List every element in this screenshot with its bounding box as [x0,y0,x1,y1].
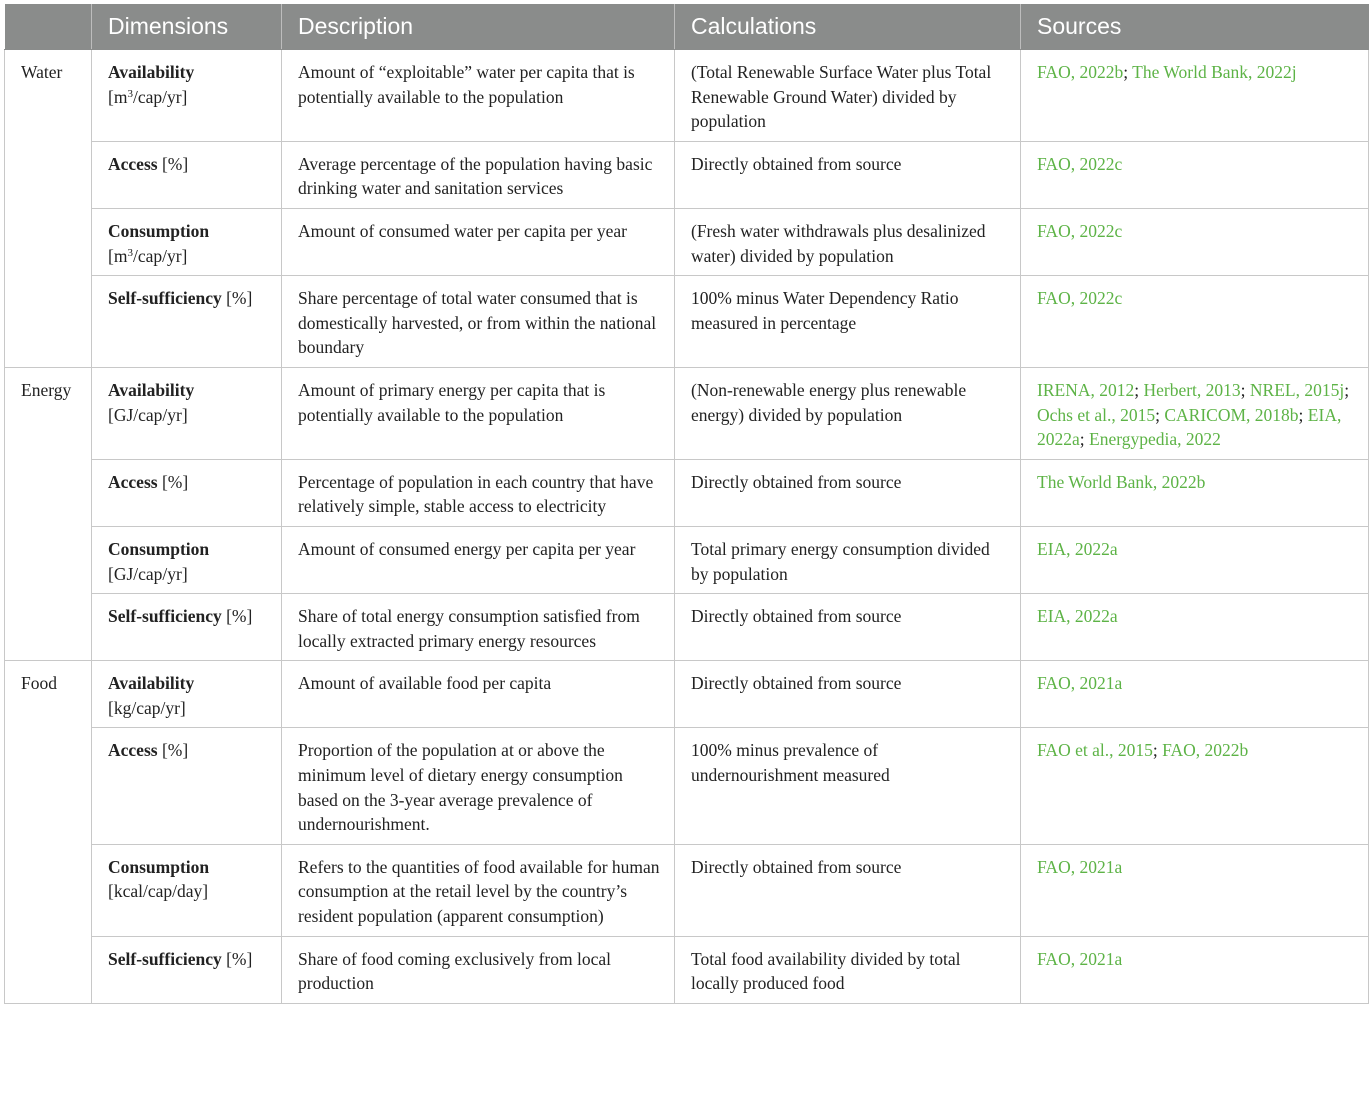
dimension-name: Self-sufficiency [108,288,222,309]
dimension-cell [92,367,282,459]
source-link[interactable]: The World Bank, 2022j [1132,62,1297,82]
dimension-unit: [%] [161,471,189,492]
dimension-name: Access [108,740,158,761]
sources-cell [1021,526,1369,593]
dimension-name: Self-sufficiency [108,606,222,627]
source-separator: ; [1298,404,1308,425]
description-text: Share percentage of total water consumed that is domestically harvested, or from within the national boundary [298,288,657,358]
dimension-cell [92,459,282,526]
dimension-name: Availability [108,379,195,400]
source-link[interactable]: IRENA, 2012 [1037,379,1135,400]
category-label: Water [21,62,63,82]
calculation-cell [675,936,1021,1003]
table-row [5,844,1369,936]
table-row [5,50,1369,142]
calculation-text: Directly obtained from source [691,153,902,174]
description-cell [282,594,675,661]
source-separator: ; [1134,379,1144,400]
source-link[interactable]: FAO, 2022c [1037,220,1123,241]
dimension-cell [92,661,282,728]
unit-prefix: [m [108,245,128,266]
calculation-text: Directly obtained from source [691,856,902,877]
source-link[interactable]: EIA, 2022a [1037,606,1118,627]
calculation-text: (Non-renewable energy plus renewable energy) divided by population [691,379,967,425]
table-row [5,276,1369,368]
source-link[interactable]: FAO, 2021a [1037,948,1123,969]
source-link[interactable]: EIA, 2022a [1037,538,1118,559]
category-cell [5,661,92,1004]
description-cell [282,844,675,936]
calculation-text: Total primary energy consumption divided by population [691,538,990,584]
source-link[interactable]: FAO, 2022b [1162,740,1249,761]
description-cell [282,208,675,275]
table-row [5,661,1369,728]
header-row [5,4,1369,50]
table-header [5,4,1369,50]
dimension-unit [108,246,187,266]
calculation-cell [675,844,1021,936]
sources-cell [1021,728,1369,844]
description-text: Average percentage of the population having basic drinking water and sanitation services [298,153,653,199]
sources-cell [1021,141,1369,208]
table-row [5,594,1369,661]
sources-cell [1021,276,1369,368]
calculation-cell [675,594,1021,661]
calculation-text: 100% minus prevalence of undernourishment measured [691,740,890,786]
dimension-cell [92,728,282,844]
dimension-unit [108,87,187,107]
source-link[interactable]: Herbert, 2013 [1143,379,1241,400]
dimension-name: Availability [108,673,195,694]
table-row [5,728,1369,844]
sources-cell [1021,936,1369,1003]
source-link[interactable]: Ochs et al., 2015 [1037,404,1156,425]
indicators-table [4,4,1369,1004]
calculation-text: (Total Renewable Surface Water plus Total Renewable Ground Water) divided by population [691,62,992,132]
table-body [5,50,1369,1004]
header-category [5,4,92,50]
description-cell [282,276,675,368]
source-separator: ; [1079,429,1090,450]
header-description: Description [282,4,675,50]
dimension-name: Self-sufficiency [108,948,222,969]
source-separator: ; [1240,379,1250,400]
calculation-cell [675,208,1021,275]
category-cell [5,50,92,368]
dimension-name: Consumption [108,220,210,241]
calculation-text: 100% minus Water Dependency Ratio measured in percentage [691,288,959,333]
category-cell [5,367,92,660]
calculation-cell [675,276,1021,368]
calculation-cell [675,459,1021,526]
table-row [5,367,1369,459]
dimension-unit: [kg/cap/yr] [108,697,186,718]
dimension-cell [92,844,282,936]
calculation-text: (Fresh water withdrawals plus desalinized water) divided by population [691,220,986,266]
dimension-cell [92,936,282,1003]
dimension-unit: [%] [161,153,189,174]
description-text: Share of total energy consumption satisfied from locally extracted primary energy resources [298,606,640,651]
dimension-unit: [GJ/cap/yr] [108,404,188,425]
source-link[interactable]: FAO, 2022b [1037,62,1124,82]
calculation-text: Directly obtained from source [691,606,902,627]
description-text: Amount of “exploitable” water per capita that is potentially available to the population [298,62,635,107]
sources-cell [1021,594,1369,661]
source-link[interactable]: EIA, 2022a [1037,404,1342,450]
description-text: Amount of available food per capita [298,673,552,694]
description-text: Share of food coming exclusively from local production [298,948,611,994]
source-separator: ; [1123,62,1133,82]
sources-cell [1021,844,1369,936]
dimension-name: Access [108,471,158,492]
source-separator: ; [1152,740,1163,761]
unit-suffix: /cap/yr] [132,245,188,266]
dimension-name: Consumption [108,538,210,559]
sources-cell [1021,661,1369,728]
dimension-unit: [%] [226,288,253,309]
description-text: Refers to the quantities of food available for human consumption at the retail level by the country’s resident population (apparent consumption) [298,856,660,927]
sources-cell [1021,367,1369,459]
dimension-unit: [GJ/cap/yr] [108,563,188,584]
source-link[interactable]: FAO, 2022c [1037,288,1123,309]
dimension-cell [92,50,282,142]
dimension-name: Access [108,153,158,174]
description-text: Amount of consumed energy per capita per year [298,538,636,559]
source-link[interactable]: Energypedia, 2022 [1089,429,1221,450]
description-text: Amount of consumed water per capita per year [298,220,627,241]
sources-cell [1021,459,1369,526]
description-cell [282,50,675,142]
description-cell [282,459,675,526]
description-cell [282,141,675,208]
unit-superscript: 3 [127,87,133,100]
calculation-cell [675,50,1021,142]
category-label: Energy [21,379,72,400]
calculation-cell [675,141,1021,208]
category-label: Food [21,673,57,694]
source-link[interactable]: NREL, 2015j [1249,379,1345,400]
description-text: Percentage of population in each country that have relatively simple, stable access to electricity [298,471,654,517]
table-row [5,459,1369,526]
source-separator: ; [1155,404,1165,425]
sources-cell [1021,208,1369,275]
dimension-name: Consumption [108,856,210,877]
source-link[interactable]: FAO et al., 2015 [1037,740,1153,761]
calculation-cell [675,728,1021,844]
calculation-cell [675,661,1021,728]
calculation-text: Directly obtained from source [691,471,902,492]
table-row [5,936,1369,1003]
dimension-unit: [%] [226,606,253,627]
unit-suffix: /cap/yr] [132,86,188,107]
source-separator: ; [1344,379,1350,400]
description-cell [282,367,675,459]
description-cell [282,728,675,844]
description-cell [282,936,675,1003]
table-row [5,526,1369,593]
description-cell [282,661,675,728]
description-text: Amount of primary energy per capita that is potentially available to the population [298,379,606,425]
description-cell [282,526,675,593]
dimension-name: Availability [108,62,195,82]
dimension-unit: [%] [161,740,189,761]
source-link[interactable]: FAO, 2021a [1037,856,1123,877]
dimension-cell [92,208,282,275]
source-link[interactable]: FAO, 2022c [1037,153,1123,174]
unit-superscript: 3 [127,246,133,259]
header-dimensions: Dimensions [92,4,282,50]
header-calculations: Calculations [675,4,1021,50]
calculation-cell [675,367,1021,459]
dimension-cell [92,141,282,208]
calculation-text: Directly obtained from source [691,673,902,694]
unit-prefix: [m [108,86,128,107]
dimension-cell [92,276,282,368]
sources-cell [1021,50,1369,142]
table-row [5,208,1369,275]
header-sources: Sources [1021,4,1369,50]
table-row [5,141,1369,208]
description-text: Proportion of the population at or above the minimum level of dietary energy consumption based on the 3-year average prevalence of undernourishment. [298,740,623,835]
source-link[interactable]: CARICOM, 2018b [1164,404,1299,425]
dimension-unit: [kcal/cap/day] [108,881,209,902]
calculation-text: Total food availability divided by total locally produced food [691,948,961,994]
calculation-cell [675,526,1021,593]
source-link[interactable]: FAO, 2021a [1037,673,1123,694]
dimension-cell [92,526,282,593]
dimension-unit: [%] [226,948,253,969]
source-link[interactable]: The World Bank, 2022b [1037,471,1206,492]
dimension-cell [92,594,282,661]
